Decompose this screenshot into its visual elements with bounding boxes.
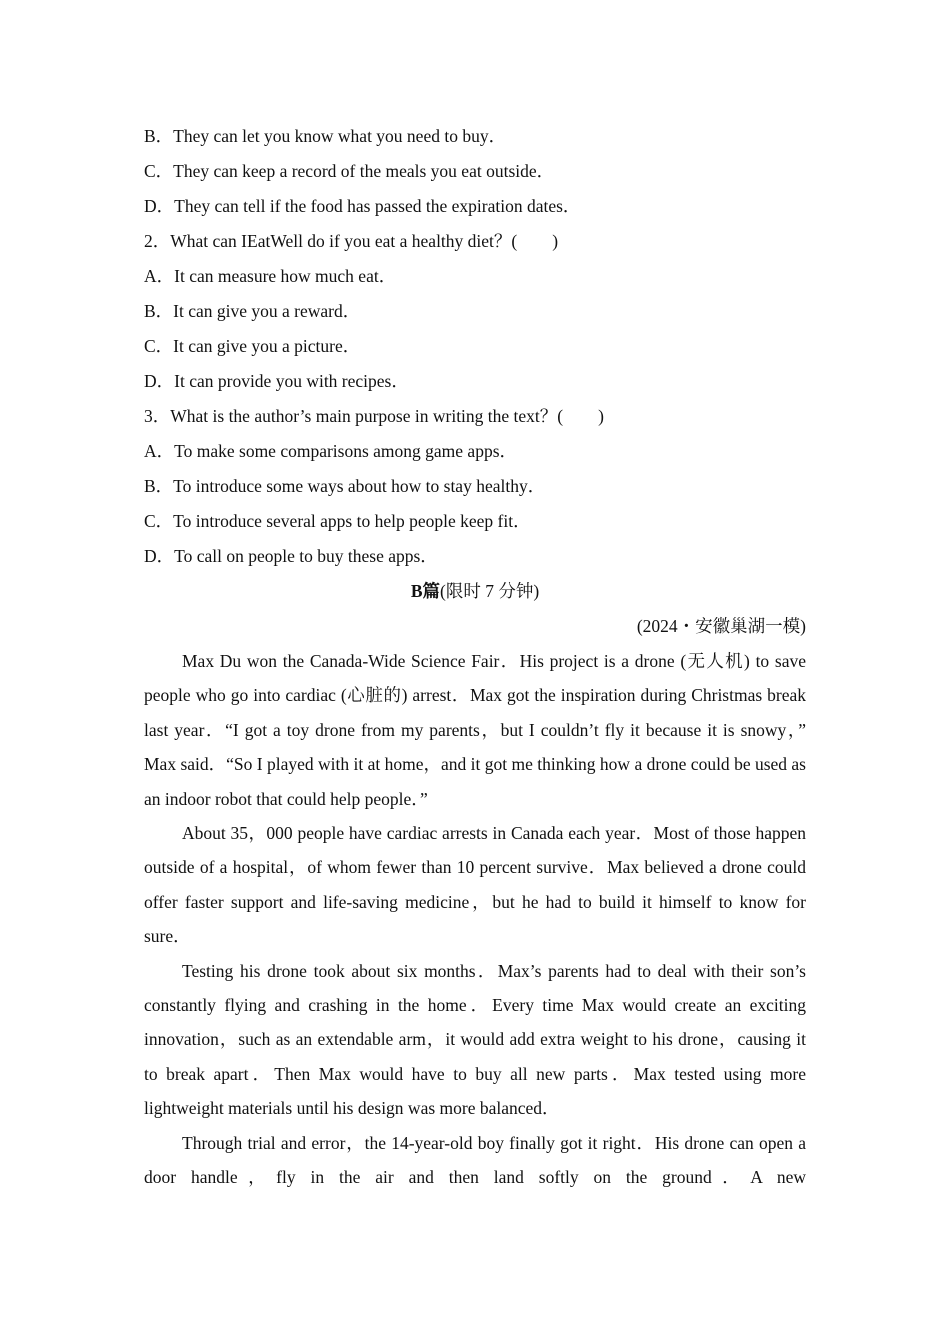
passage-paragraph-1: Max Du won the Canada-Wide Science Fair．His project is a drone (无人机) to save people who go into cardiac (心脏的) arrest．Max got the inspiration during Christmas break last year．“I got a toy drone from my parents，but I couldn’t fly it because it is snowy，” Max said．“So I played with it at home，and it got me thinking how a drone could be used as an indoor robot that could help people．” — [144, 651, 806, 809]
q3-option-c: C．To introduce several apps to help people keep fit． — [144, 511, 531, 531]
q3-option-d: D．To call on people to buy these apps． — [144, 546, 438, 566]
passage-paragraph-3: Testing his drone took about six months．Max’s parents had to deal with their son’s constantly flying and crashing in the home．Every time Max would create an exciting innovation，such as an extendable arm，it would add extra weight to his drone，causing it to break apart．Then Max would have to buy all new parts．Max tested using more lightweight materials until his design was more balanced． — [144, 960, 806, 1119]
q3-option-a: A．To make some comparisons among game apps． — [144, 441, 518, 461]
q2-option-a: A．It can measure how much eat． — [144, 266, 397, 286]
q2-option-c: C．It can give you a picture． — [144, 336, 361, 356]
section-b-time-limit: (限时 7 分钟) — [440, 581, 540, 601]
q2-option-b: B．It can give you a reward． — [144, 301, 361, 321]
q3-option-b: B．To introduce some ways about how to stay healthy． — [144, 476, 546, 496]
q2-option-d: D．It can provide you with recipes． — [144, 371, 409, 391]
section-b-source: (2024・安徽巢湖一模) — [636, 616, 806, 636]
passage-paragraph-4: Through trial and error，the 14-year-old boy finally got it right．His drone can open a door handle，fly in the air and then land softly on the ground．A new — [144, 1132, 806, 1188]
section-b-title — [144, 574, 806, 609]
document-page — [144, 119, 806, 1195]
q1-option-d: D．They can tell if the food has passed the expiration dates． — [144, 196, 581, 216]
section-b-title-bold: B篇 — [410, 581, 441, 601]
q3-stem: 3．What is the author’s main purpose in writing the text？( ) — [144, 406, 604, 426]
q1-option-b: B．They can let you know what you need to buy． — [144, 126, 507, 146]
q2-stem: 2．What can IEatWell do if you eat a healthy diet？( ) — [144, 231, 559, 251]
passage-paragraph-2: About 35，000 people have cardiac arrests in Canada each year．Most of those happen outside of a hospital，of whom fewer than 10 percent survive．Max believed a drone could offer faster support and life-saving medicine，but he had to build it himself to know for sure． — [144, 823, 806, 947]
q1-option-c: C．They can keep a record of the meals you eat outside． — [144, 161, 555, 181]
